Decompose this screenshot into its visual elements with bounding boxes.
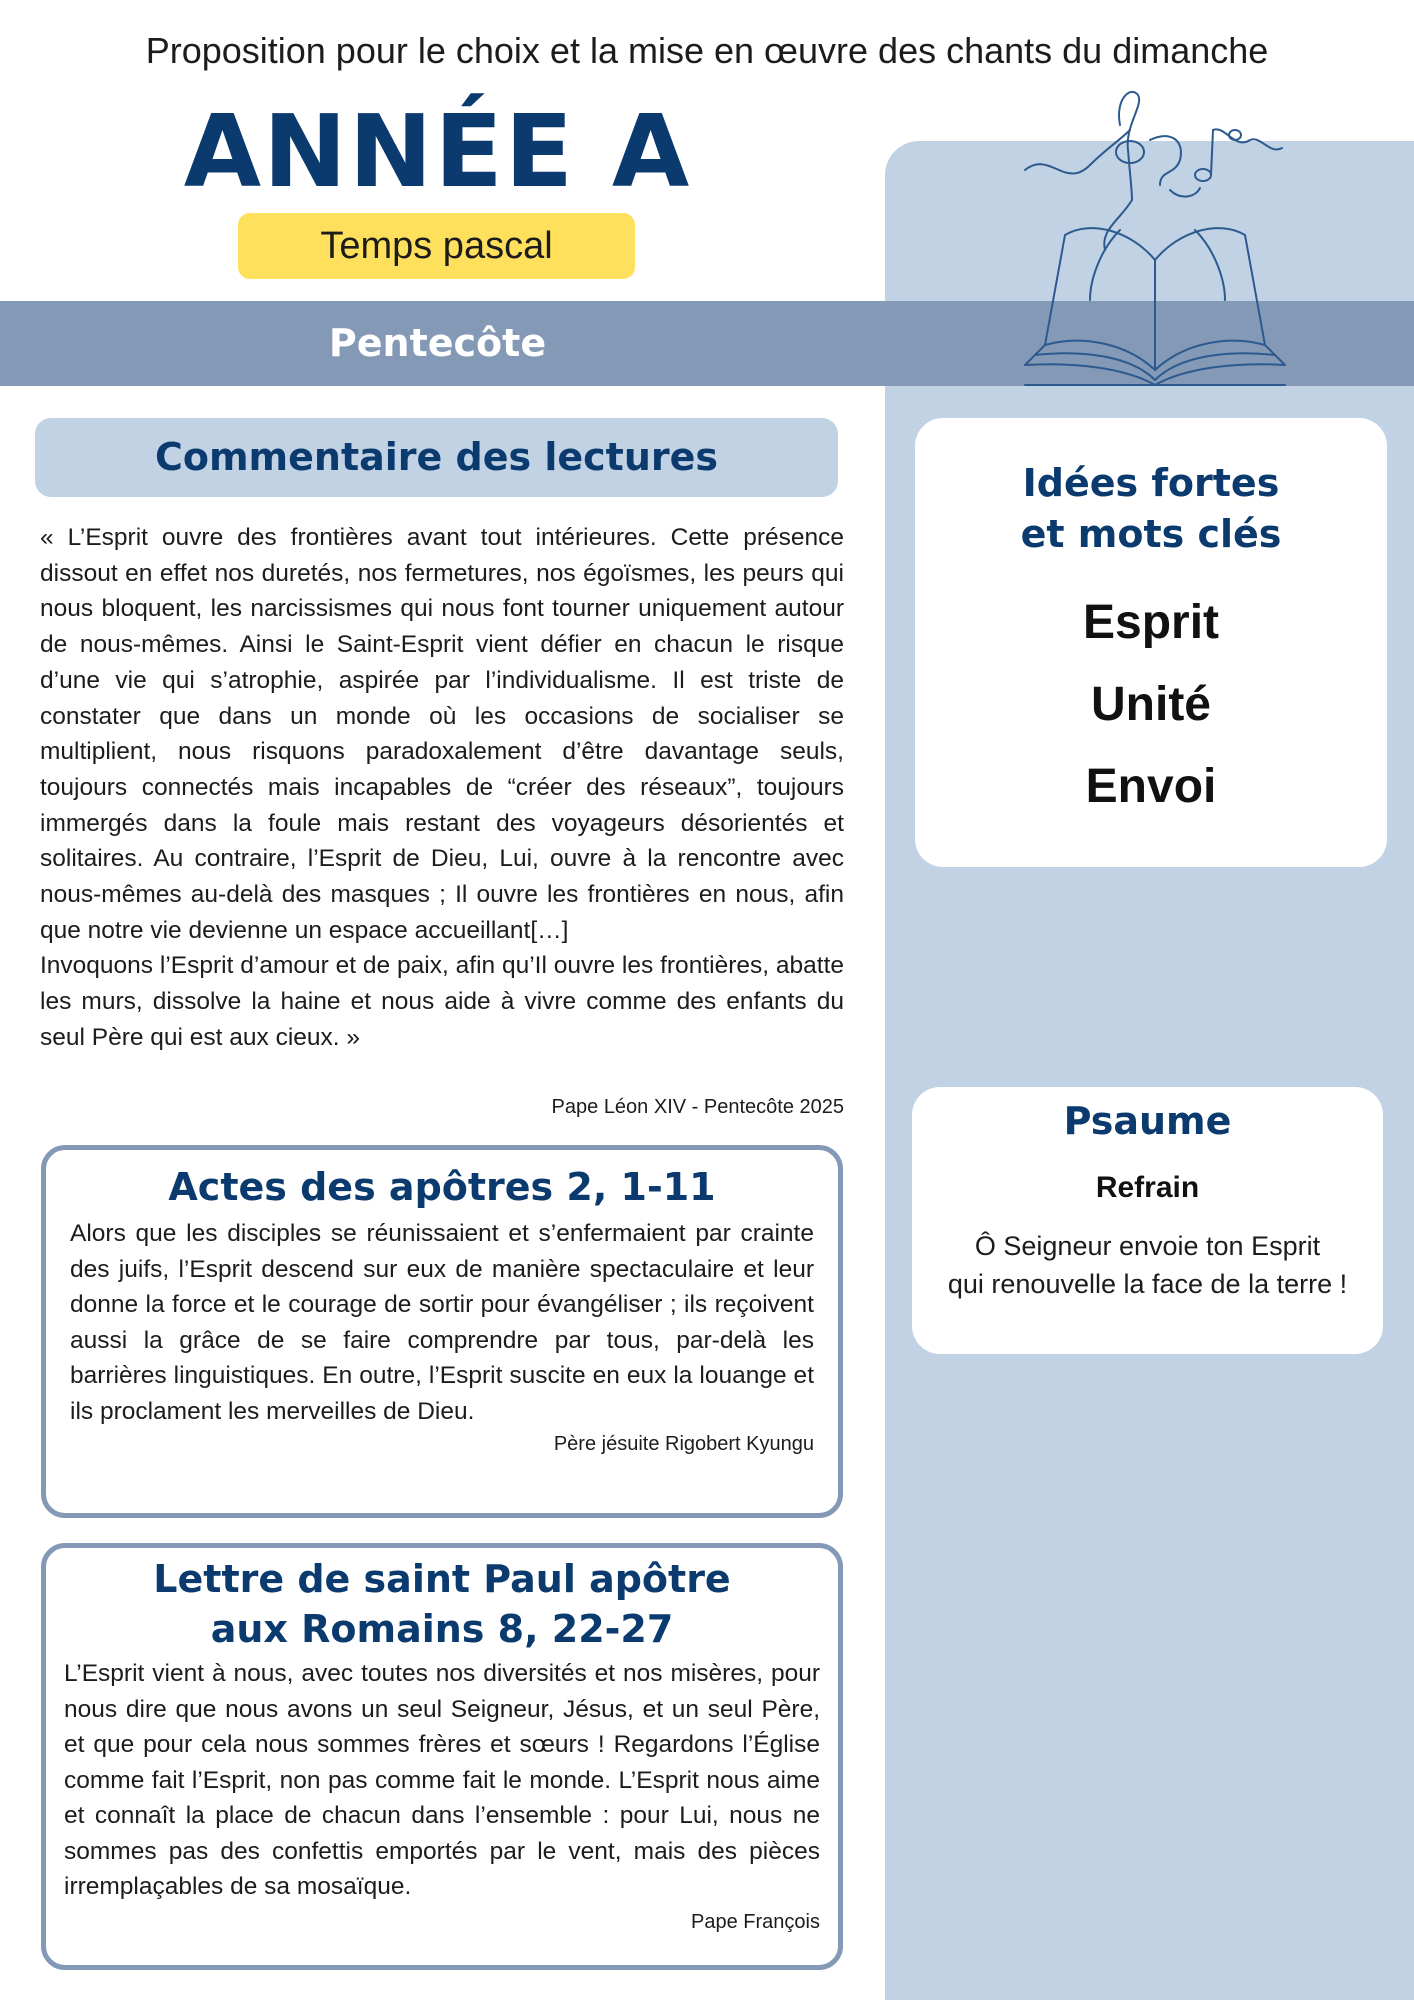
commentary-paragraph-1: « L’Esprit ouvre des frontières avant tout intérieures. Cette présence dissout en effet nos duretés, nos fermetures, nos égoïsmes, les peurs qui nous bloquent, les narcissismes qui nous font tourner uniquement autour de nous-mêmes. Ainsi le Saint-Esprit vient défier en chacun le risque d’une vie qui s’atrophie, aspirée par l’individualisme. Il est triste de constater que dans un monde où les occasions de socialiser se multiplient, nous risquons paradoxalement d’être davantage seuls, toujours connectés mais incapables de “créer des réseaux”, toujours immergés dans la foule mais restant des voyageurs désorientés et solitaires. Au contraire, l’Esprit de Dieu, Lui, ouvre à la rencontre avec nous-mêmes au-delà des masques ; Il ouvre les frontières en nous, afin que notre vie devienne un espace accueillant[…] <box>40 524 844 944</box>
reading-text: L’Esprit vient à nous, avec toutes nos diversités et nos misères, pour nous dire que nous avons un seul Seigneur, Jésus, et un seul Père, et que pour cela nous sommes frères et sœurs ! Regardons l’Église comme fait l’Esprit, non pas comme fait le monde. L’Esprit nous aime et connaît la place de chacun dans l’ensemble : pour Lui, nous ne sommes pas des confettis emportés par le vent, mais des pièces irremplaçables de sa mosaïque. <box>64 1660 820 1900</box>
keyword: Esprit <box>1082 596 1220 649</box>
season-badge: Temps pascal <box>238 213 635 279</box>
page-subtitle: Proposition pour le choix et la mise en œuvre des chants du dimanche <box>145 30 1269 71</box>
reading-title: Actes des apôtres 2, 1-11 <box>168 1165 716 1209</box>
commentary-header: Commentaire des lectures <box>35 418 838 497</box>
commentary-paragraph-2: Invoquons l’Esprit d’amour et de paix, afin qu’Il ouvre les frontières, abatte les murs, dissolve la haine et nous aide à vivre comme des enfants du seul Père qui est aux cieux. » <box>40 952 844 1051</box>
commentary-text <box>40 520 844 1056</box>
psalm-card <box>912 1087 1383 1354</box>
reading-card-acts <box>41 1145 843 1518</box>
reading-title-line-1: Lettre de saint Paul apôtre <box>153 1557 731 1601</box>
commentary-attribution: Pape Léon XIV - Pentecôte 2025 <box>551 1096 844 1118</box>
reading-title <box>46 1554 838 1654</box>
keyword: Envoi <box>1085 760 1217 813</box>
key-ideas-title-line-1: Idées fortes <box>1022 461 1280 505</box>
reading-title-line-2: aux Romains 8, 22-27 <box>210 1607 674 1651</box>
refrain-text <box>912 1227 1383 1303</box>
refrain-line-1: Ô Seigneur envoie ton Esprit <box>974 1231 1321 1261</box>
refrain-label: Refrain <box>1095 1171 1200 1204</box>
refrain-line-2: qui renouvelle la face de la terre ! <box>947 1269 1348 1299</box>
reading-attribution: Pape François <box>691 1910 820 1933</box>
keyword-list <box>915 582 1387 828</box>
key-ideas-title-line-2: et mots clés <box>1020 512 1282 556</box>
year-title: ANNÉE A <box>183 93 692 210</box>
feast-title: Pentecôte <box>328 321 547 365</box>
key-ideas-title <box>915 458 1387 560</box>
book-music-icon <box>1020 80 1290 390</box>
key-ideas-card <box>915 418 1387 867</box>
reading-card-romans <box>41 1543 843 1970</box>
reading-attribution: Père jésuite Rigobert Kyungu <box>553 1433 814 1455</box>
psalm-title: Psaume <box>1063 1099 1232 1143</box>
keyword: Unité <box>1091 678 1211 731</box>
reading-text: Alors que les disciples se réunissaient et s’enfermaient par crainte des juifs, l’Esprit descend sur eux de manière spectaculaire et leur donne la force et le courage de sortir pour évangéliser ; ils reçoivent aussi la grâce de se faire comprendre par tous, par-delà les barrières linguistiques. En outre, l’Esprit suscite en eux la louange et ils proclament les merveilles de Dieu. <box>70 1220 814 1425</box>
